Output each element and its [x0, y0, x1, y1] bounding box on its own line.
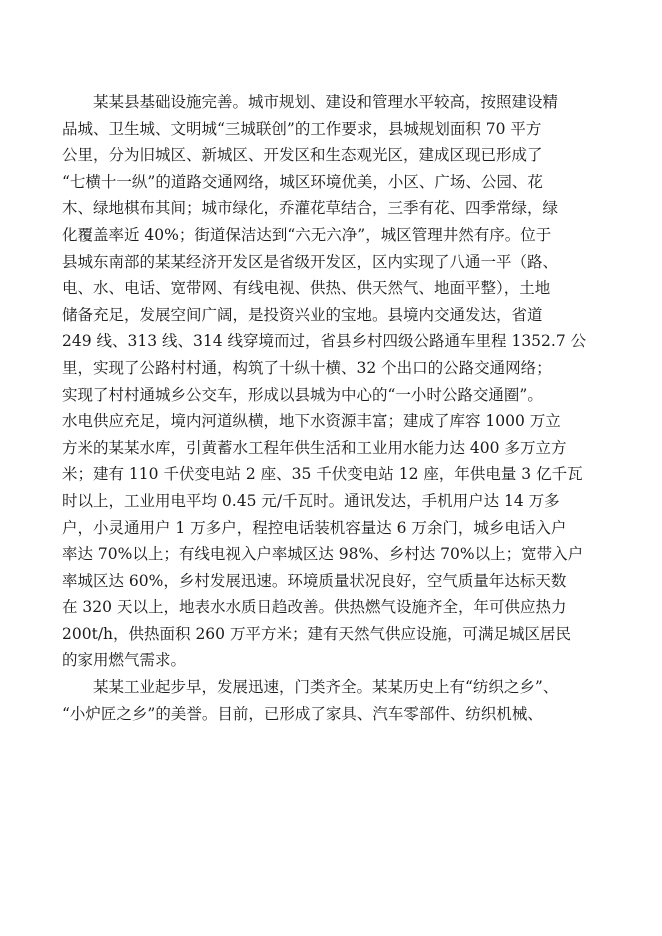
- paragraph-infrastructure: [62, 89, 600, 674]
- text-line: 电、水、电话、宽带网、有线电视、供热、供天然气、地面平整），土地: [62, 279, 551, 298]
- text-line: 在 320 天以上，地表水水质日趋改善。供热燃气设施齐全，年可供应热力: [62, 598, 567, 617]
- text-line: 的家用燃气需求。: [62, 651, 187, 670]
- text-line: 储备充足，发展空间广阔，是投资兴业的宝地。县境内交通发达，省道: [62, 305, 543, 324]
- document-body: [62, 89, 600, 727]
- text-line: 200t/h，供热面积 260 万平方米；建有天然气供应设施，可满足城区居民: [62, 624, 571, 643]
- text-line: 率达 70%以上；有线电视入户率城区达 98%、乡村达 70%以上；宽带入户: [62, 545, 584, 564]
- paragraph-industry: [62, 674, 600, 727]
- text-line: 里，实现了公路村村通，构筑了十纵十横、32 个出口的公路交通网络；: [62, 358, 552, 377]
- text-line: 木、绿地棋布其间；城市绿化，乔灌花草结合，三季有花、四季常绿，绿: [62, 199, 559, 218]
- text-line: 公里，分为旧城区、新城区、开发区和生态观光区，建成区现已形成了: [62, 146, 543, 165]
- text-line: 米；建有 110 千伏变电站 2 座、35 千伏变电站 12 座，年供电量 3 亿千瓦: [62, 465, 583, 484]
- text-line: 水电供应充足，境内河道纵横，地下水资源丰富；建成了库容 1000 万立: [62, 412, 561, 431]
- text-line: 品城、卫生城、文明城“三城联创”的工作要求，县城规划面积 70 平方: [62, 119, 542, 138]
- text-line: 方米的某某水库，引黄蓄水工程年供生活和工业用水能力达 400 多万立方: [62, 438, 567, 457]
- text-line: 实现了村村通城乡公交车，形成以县城为中心的“一小时公路交通圈”。: [62, 385, 543, 404]
- text-line: 化覆盖率近 40%；街道保洁达到“六无六净”，城区管理井然有序。位于: [62, 225, 552, 244]
- text-line: 某某工业起步早，发展迅速，门类齐全。某某历史上有“纺织之乡”、: [93, 678, 559, 697]
- text-line: 县城东南部的某某经济开发区是省级开发区，区内实现了八通一平（路、: [62, 252, 559, 271]
- text-line: 时以上，工业用电平均 0.45 元/千瓦时。通讯发达，手机用户达 14 万多: [62, 491, 560, 510]
- text-line: 249 线、313 线、314 线穿境而过，省县乡村四级公路通车里程 1352.7 公: [62, 332, 587, 351]
- text-line: “小炉匠之乡”的美誉。目前，已形成了家具、汽车零部件、纺织机械、: [62, 704, 543, 723]
- text-line: 率城区达 60%，乡村发展迅速。环境质量状况良好，空气质量年达标天数: [62, 571, 567, 590]
- text-line: 户，小灵通用户 1 万多户，程控电话装机容量达 6 万余门，城乡电话入户: [62, 518, 567, 537]
- text-line: “七横十一纵”的道路交通网络，城区环境优美，小区、广场、公园、花: [62, 172, 543, 191]
- text-line: 某某县基础设施完善。城市规划、建设和管理水平较高，按照建设精: [93, 93, 559, 111]
